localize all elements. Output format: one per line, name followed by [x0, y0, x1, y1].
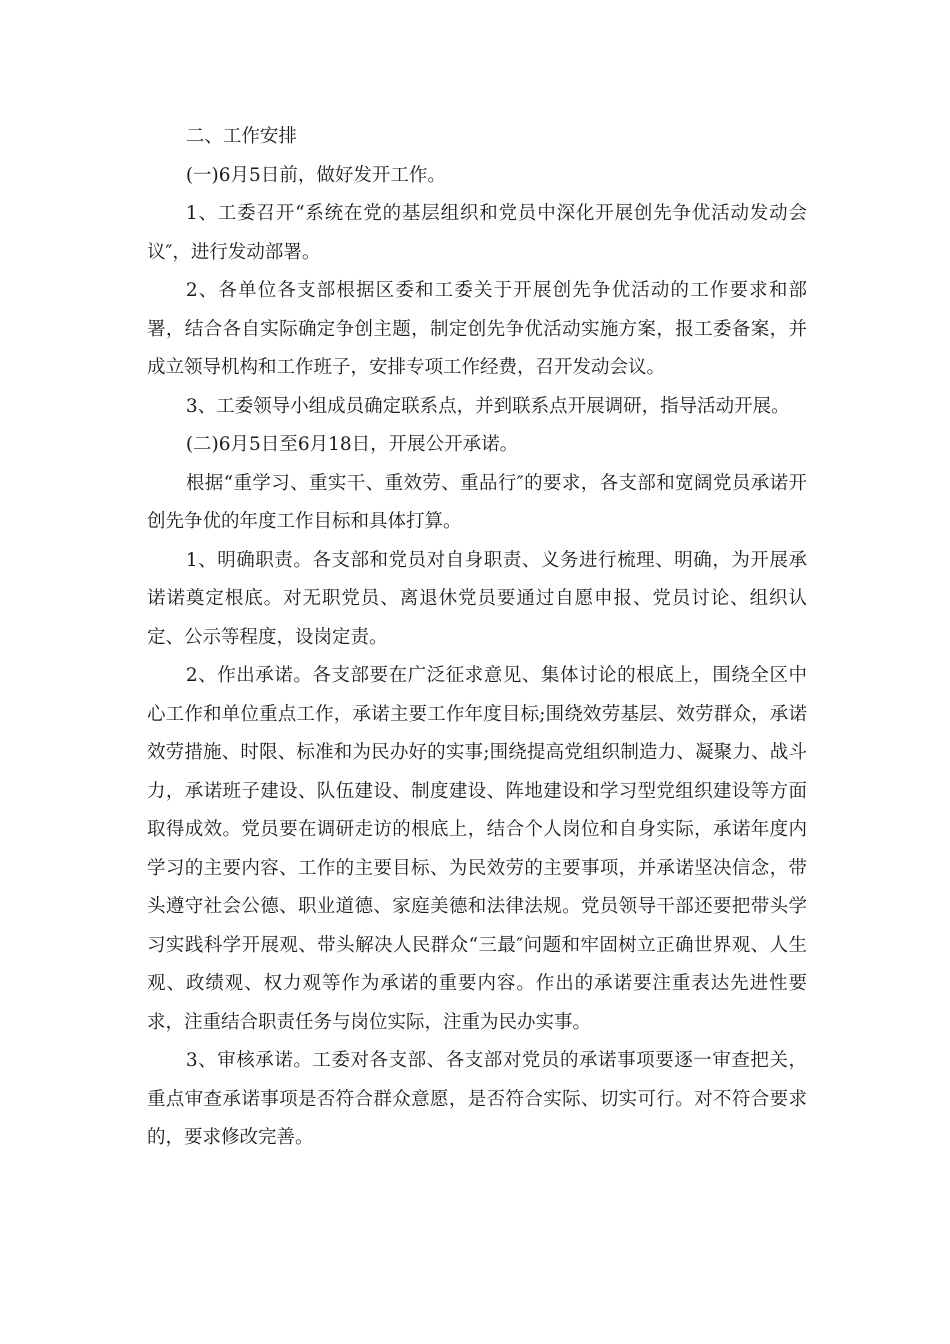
subsection-heading: (二)6月5日至6月18日，开展公开承诺。: [185, 434, 519, 455]
paragraph: 3、审核承诺。工委对各支部、各支部对党员的承诺事项要逐一审查把关，重点审查承诺事项是否符合群众意愿，是否符合实际、切实可行。对不符合要求的，要求修改完善。: [147, 1050, 807, 1148]
paragraph: 3、工委领导小组成员确定联系点，并到联系点开展调研，指导活动开展。: [185, 395, 790, 417]
paragraph: 2、作出承诺。各支部要在广泛征求意见、集体讨论的根底上，围绕全区中心工作和单位重点工作，承诺主要工作年度目标;围绕效劳基层、效劳群众，承诺效劳措施、时限、标准和为民办好的实事;围绕提高党组织制造力、凝聚力、战斗力，承诺班子建设、队伍建设、制度建设、阵地建设和学习型党组织建设等方面取得成效。党员要在调研走访的根底上，结合个人岗位和自身实际，承诺年度内学习的主要内容、工作的主要目标、为民效劳的主要事项，并承诺坚决信念，带头遵守社会公德、职业道德、家庭美德和法律法规。党员领导干部还要把带头学习实践科学开展观、带头解决人民群众“三最″问题和牢固树立正确世界观、人生观、政绩观、权力观等作为承诺的重要内容。作出的承诺要注重表达先进性要求，注重结合职责任务与岗位实际，注重为民办实事。: [147, 665, 807, 1033]
paragraph: 1、明确职责。各支部和党员对自身职责、义务进行梳理、明确，为开展承诺诺奠定根底。对无职党员、离退休党员要通过自愿申报、党员讨论、组织认定、公示等程度，设岗定责。: [147, 549, 807, 648]
subsection-heading: (一)6月5日前，做好发开工作。: [185, 164, 446, 186]
paragraph: 2、各单位各支部根据区委和工委关于开展创先争优活动的工作要求和部署，结合各自实际确定争创主题，制定创先争优活动实施方案，报工委备案，并成立领导机构和工作班子，安排专项工作经费，召开发动会议。: [147, 280, 807, 378]
paragraph: 根据“重学习、重实干、重效劳、重品行″的要求，各支部和宽阔党员承诺开创先争优的年度工作目标和具体打算。: [147, 472, 807, 532]
section-heading: 二、工作安排: [185, 126, 297, 147]
paragraph: 1、工委召开“系统在党的基层组织和党员中深化开展创先争优活动发动会议″，进行发动部署。: [147, 203, 807, 263]
document-body: [147, 118, 807, 1158]
